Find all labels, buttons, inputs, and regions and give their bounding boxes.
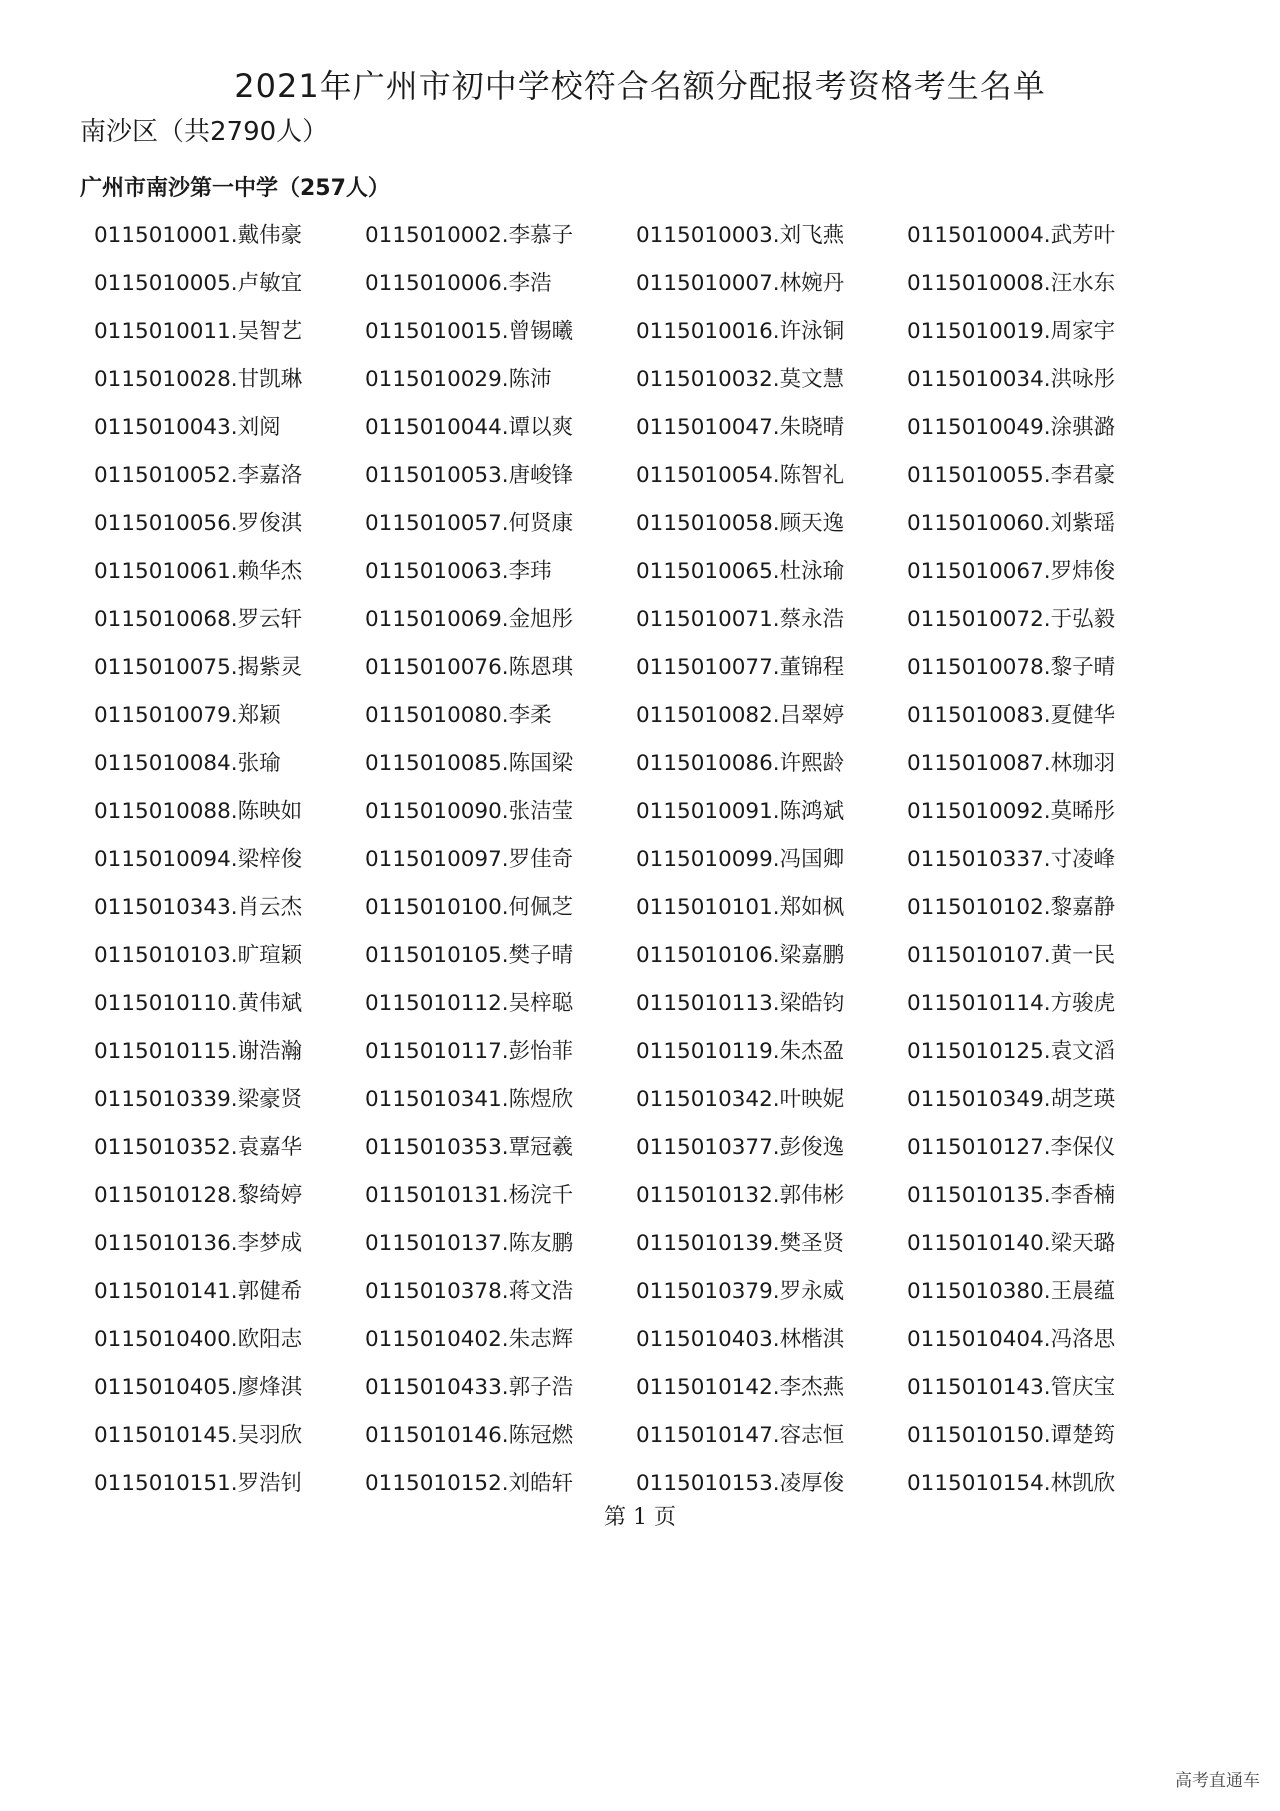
candidate-entry: 0115010404.冯洛思: [907, 1327, 1116, 1352]
candidate-entry: 0115010378.蒋文浩: [365, 1279, 574, 1304]
page-number: 第 1 页: [604, 1505, 676, 1530]
candidate-entry: 0115010377.彭俊逸: [636, 1135, 845, 1160]
candidate-entry: 0115010099.冯国卿: [636, 847, 845, 872]
candidate-entry: 0115010003.刘飞燕: [636, 223, 845, 248]
candidate-entry: 0115010147.容志恒: [636, 1423, 845, 1448]
candidate-entry: 0115010400.欧阳志: [94, 1327, 303, 1352]
candidate-entry: 0115010379.罗永威: [636, 1279, 845, 1304]
candidate-entry: 0115010152.刘皓轩: [365, 1471, 574, 1496]
candidate-entry: 0115010106.梁嘉鹏: [636, 943, 845, 968]
candidate-entry: 0115010001.戴伟豪: [94, 223, 303, 248]
candidate-entry: 0115010110.黄伟斌: [94, 991, 303, 1016]
candidate-entry: 0115010005.卢敏宜: [94, 271, 303, 296]
candidate-entry: 0115010119.朱杰盈: [636, 1039, 845, 1064]
candidate-entry: 0115010044.谭以爽: [365, 415, 574, 440]
candidate-entry: 0115010016.许泳铜: [636, 319, 845, 344]
candidate-entry: 0115010058.顾天逸: [636, 511, 845, 536]
candidate-entry: 0115010086.许熙龄: [636, 751, 845, 776]
candidate-entry: 0115010034.洪咏彤: [907, 367, 1116, 392]
candidate-entry: 0115010069.金旭彤: [365, 607, 574, 632]
candidate-entry: 0115010094.梁梓俊: [94, 847, 303, 872]
candidate-entry: 0115010136.李梦成: [94, 1231, 303, 1256]
candidate-entry: 0115010125.袁文滔: [907, 1039, 1116, 1064]
candidate-entry: 0115010142.李杰燕: [636, 1375, 845, 1400]
candidate-entry: 0115010154.林凯欣: [907, 1471, 1116, 1496]
candidate-entry: 0115010083.夏健华: [907, 703, 1116, 728]
candidate-entry: 0115010112.吴梓聪: [365, 991, 574, 1016]
candidate-entry: 0115010071.蔡永浩: [636, 607, 845, 632]
candidate-entry: 0115010043.刘阅: [94, 415, 281, 440]
candidate-list: [94, 212, 1184, 1508]
candidate-entry: 0115010008.汪水东: [907, 271, 1116, 296]
candidate-entry: 0115010091.陈鸿斌: [636, 799, 845, 824]
watermark-text: 高考直通车: [1175, 1771, 1260, 1791]
candidate-entry: 0115010004.武芳叶: [907, 223, 1116, 248]
candidate-entry: 0115010092.莫晞彤: [907, 799, 1116, 824]
candidate-entry: 0115010052.李嘉洛: [94, 463, 303, 488]
candidate-entry: 0115010352.袁嘉华: [94, 1135, 303, 1160]
district-heading: 南沙区（共2790人）: [80, 117, 329, 147]
candidate-entry: 0115010028.甘凯琳: [94, 367, 303, 392]
candidate-entry: 0115010047.朱晓晴: [636, 415, 845, 440]
candidate-entry: 0115010117.彭怡菲: [365, 1039, 574, 1064]
candidate-entry: 0115010143.管庆宝: [907, 1375, 1116, 1400]
candidate-entry: 0115010380.王晨蕴: [907, 1279, 1116, 1304]
candidate-entry: 0115010060.刘紫瑶: [907, 511, 1116, 536]
candidate-entry: 0115010077.董锦程: [636, 655, 845, 680]
candidate-entry: 0115010085.陈国梁: [365, 751, 574, 776]
candidate-entry: 0115010101.郑如枫: [636, 895, 845, 920]
candidate-entry: 0115010150.谭楚筠: [907, 1423, 1116, 1448]
candidate-entry: 0115010102.黎嘉静: [907, 895, 1116, 920]
candidate-entry: 0115010097.罗佳奇: [365, 847, 574, 872]
candidate-entry: 0115010006.李浩: [365, 271, 552, 296]
candidate-entry: 0115010139.樊圣贤: [636, 1231, 845, 1256]
candidate-entry: 0115010075.揭紫灵: [94, 655, 303, 680]
candidate-entry: 0115010114.方骏虎: [907, 991, 1116, 1016]
candidate-entry: 0115010402.朱志辉: [365, 1327, 574, 1352]
candidate-entry: 0115010339.梁豪贤: [94, 1087, 303, 1112]
candidate-entry: 0115010145.吴羽欣: [94, 1423, 303, 1448]
candidate-entry: 0115010055.李君豪: [907, 463, 1116, 488]
candidate-entry: 0115010076.陈恩琪: [365, 655, 574, 680]
candidate-entry: 0115010337.寸凌峰: [907, 847, 1116, 872]
candidate-entry: 0115010080.李柔: [365, 703, 552, 728]
candidate-entry: 0115010079.郑颖: [94, 703, 281, 728]
candidate-entry: 0115010349.胡芝瑛: [907, 1087, 1116, 1112]
candidate-entry: 0115010141.郭健希: [94, 1279, 303, 1304]
candidate-entry: 0115010088.陈映如: [94, 799, 303, 824]
candidate-entry: 0115010029.陈沛: [365, 367, 552, 392]
candidate-entry: 0115010007.林婉丹: [636, 271, 845, 296]
candidate-entry: 0115010105.樊子晴: [365, 943, 574, 968]
candidate-entry: 0115010107.黄一民: [907, 943, 1116, 968]
candidate-entry: 0115010153.凌厚俊: [636, 1471, 845, 1496]
candidate-entry: 0115010131.杨浣千: [365, 1183, 574, 1208]
candidate-entry: 0115010100.何佩芝: [365, 895, 574, 920]
candidate-entry: 0115010433.郭子浩: [365, 1375, 574, 1400]
candidate-entry: 0115010137.陈友鹏: [365, 1231, 574, 1256]
candidate-entry: 0115010061.赖华杰: [94, 559, 303, 584]
candidate-entry: 0115010405.廖烽淇: [94, 1375, 303, 1400]
candidate-entry: 0115010146.陈冠燃: [365, 1423, 574, 1448]
candidate-entry: 0115010343.肖云杰: [94, 895, 303, 920]
candidate-entry: 0115010128.黎绮婷: [94, 1183, 303, 1208]
candidate-entry: 0115010011.吴智艺: [94, 319, 303, 344]
candidate-entry: 0115010403.林楷淇: [636, 1327, 845, 1352]
candidate-entry: 0115010032.莫文慧: [636, 367, 845, 392]
candidate-entry: 0115010002.李慕子: [365, 223, 574, 248]
candidate-entry: 0115010053.唐峻锋: [365, 463, 574, 488]
candidate-entry: 0115010063.李玮: [365, 559, 552, 584]
candidate-entry: 0115010115.谢浩瀚: [94, 1039, 303, 1064]
candidate-entry: 0115010056.罗俊淇: [94, 511, 303, 536]
candidate-entry: 0115010082.吕翠婷: [636, 703, 845, 728]
candidate-entry: 0115010341.陈煜欣: [365, 1087, 574, 1112]
candidate-entry: 0115010132.郭伟彬: [636, 1183, 845, 1208]
candidate-entry: 0115010049.涂骐潞: [907, 415, 1116, 440]
candidate-entry: 0115010353.覃冠羲: [365, 1135, 574, 1160]
candidate-entry: 0115010342.叶映妮: [636, 1087, 845, 1112]
candidate-entry: 0115010140.梁天璐: [907, 1231, 1116, 1256]
candidate-entry: 0115010135.李香楠: [907, 1183, 1116, 1208]
candidate-entry: 0115010103.旷瑄颖: [94, 943, 303, 968]
candidate-entry: 0115010019.周家宇: [907, 319, 1116, 344]
candidate-entry: 0115010084.张瑜: [94, 751, 281, 776]
candidate-entry: 0115010065.杜泳瑜: [636, 559, 845, 584]
candidate-entry: 0115010127.李保仪: [907, 1135, 1116, 1160]
candidate-entry: 0115010113.梁皓钧: [636, 991, 845, 1016]
candidate-entry: 0115010078.黎子晴: [907, 655, 1116, 680]
candidate-entry: 0115010015.曾锡曦: [365, 319, 574, 344]
candidate-entry: 0115010072.于弘毅: [907, 607, 1116, 632]
candidate-entry: 0115010090.张洁莹: [365, 799, 574, 824]
school-heading: 广州市南沙第一中学（257人）: [80, 176, 390, 201]
document-title: 2021年广州市初中学校符合名额分配报考资格考生名单: [234, 67, 1046, 105]
candidate-entry: 0115010087.林珈羽: [907, 751, 1116, 776]
candidate-entry: 0115010151.罗浩钊: [94, 1471, 303, 1496]
candidate-entry: 0115010067.罗炜俊: [907, 559, 1116, 584]
candidate-entry: 0115010057.何贤康: [365, 511, 574, 536]
candidate-entry: 0115010068.罗云轩: [94, 607, 303, 632]
candidate-entry: 0115010054.陈智礼: [636, 463, 845, 488]
